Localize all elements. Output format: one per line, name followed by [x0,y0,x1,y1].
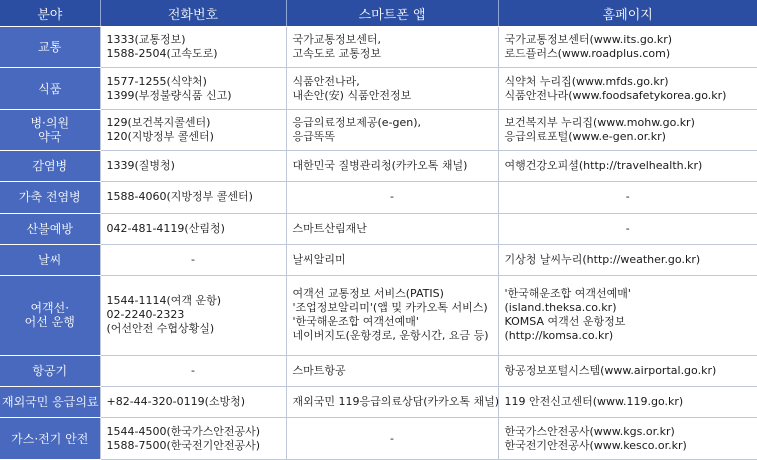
category-cell [0,387,100,418]
table-row [0,151,757,182]
phone-cell [100,213,286,244]
header-category: 분야 [0,0,100,27]
phone-text: 1577-1255(식약처) [106,74,207,88]
app-text: 여객선 교통정보 서비스(PATIS) [292,287,444,301]
table-row [0,244,757,275]
website-cell [498,27,757,68]
website-text[interactable]: 항공정보포털시스템(www.airportal.go.kr) [504,364,717,378]
app-cell [286,182,498,213]
category-text: 병·의원 [30,116,70,131]
app-cell [286,151,498,182]
phone-cell [100,182,286,213]
phone-text: 1544-1114(여객 운항) [106,294,222,308]
app-cell [286,356,498,387]
category-cell [0,275,100,356]
app-text: 응급의료정보제공(e-gen), [292,116,422,130]
phone-cell [100,244,286,275]
phone-text: 1333(교통정보) [106,33,186,47]
category-text: 식품 [38,81,62,96]
table-row [0,109,757,150]
app-text: 내손안(安) 식품안전정보 [292,88,412,102]
phone-cell [100,27,286,68]
category-cell [0,213,100,244]
website-text[interactable]: 보건복지부 누리집(www.mohw.go.kr) [504,116,695,130]
header-website: 홈페이지 [498,0,757,27]
table-row [0,356,757,387]
category-text: 어선 운행 [24,315,75,330]
phone-cell [100,68,286,109]
website-cell [498,356,757,387]
table-row [0,68,757,109]
app-cell [286,275,498,356]
table-row [0,387,757,418]
phone-text: 02-2240-2323 [106,308,185,322]
header-app: 스마트폰 앱 [286,0,498,27]
website-text[interactable]: 식품안전나라(www.foodsafetykorea.go.kr) [504,88,727,102]
website-text: - [625,221,630,235]
app-cell [286,213,498,244]
header-row [0,0,757,27]
category-text: 재외국민 응급의료 [2,395,99,410]
website-text[interactable]: KOMSA 여객선 운항정보 [504,315,626,329]
app-cell [286,244,498,275]
website-text[interactable]: (http://komsa.co.kr) [504,329,614,343]
phone-cell [100,418,286,460]
app-text: '조업정보알리미'(앱 및 카카오톡 서비스) [292,301,488,315]
category-text: 산불예방 [26,221,73,236]
phone-text: 1399(부정불량식품 신고) [106,88,232,102]
category-text: 약국 [38,130,62,145]
table-row [0,213,757,244]
website-text[interactable]: 한국전기안전공사(www.kesco.or.kr) [504,438,687,452]
website-text[interactable]: 국가교통정보센터(www.its.go.kr) [504,33,673,47]
phone-text: 1588-4060(지방정부 콜센터) [106,190,253,204]
table-row [0,182,757,213]
website-text[interactable]: '한국해운조합 여객선예매' [504,287,631,301]
phone-cell [100,151,286,182]
app-text: - [390,190,394,204]
app-text: 날씨알리미 [292,252,346,266]
app-text: '한국해운조합 여객선예매' [292,315,419,329]
app-text: - [390,431,394,445]
app-cell [286,418,498,460]
phone-cell [100,356,286,387]
website-cell [498,213,757,244]
website-text[interactable]: 식약처 누리집(www.mfds.go.kr) [504,74,669,88]
website-text: - [625,190,630,204]
phone-text: (어선안전 수협상황실) [106,322,215,336]
category-cell [0,418,100,460]
website-cell [498,109,757,150]
phone-cell [100,109,286,150]
app-cell [286,109,498,150]
phone-text: 120(지방정부 콜센터) [106,130,214,144]
category-text: 날씨 [38,252,62,267]
table-row [0,27,757,68]
category-cell [0,151,100,182]
website-text[interactable]: 기상청 날씨누리(http://weather.go.kr) [504,252,701,266]
category-cell [0,109,100,150]
phone-text: 129(보건복지콜센터) [106,116,211,130]
app-cell [286,387,498,418]
website-text[interactable]: 한국가스안전공사(www.kgs.or.kr) [504,424,675,438]
phone-cell [100,275,286,356]
app-text: 대한민국 질병관리청(카카오톡 채널) [292,159,468,173]
category-cell [0,244,100,275]
phone-text: 042-481-4119(산림청) [106,221,225,235]
phone-cell [100,387,286,418]
website-cell [498,244,757,275]
category-cell [0,68,100,109]
app-text: 국가교통정보센터, [292,33,382,47]
app-cell [286,68,498,109]
website-cell [498,151,757,182]
app-text: 네이버지도(운항경로, 운항시간, 요금 등) [292,329,489,343]
app-cell [286,27,498,68]
app-text: 식품안전나라, [292,74,360,88]
phone-text: 1588-7500(한국전기안전공사) [106,438,261,452]
header-phone: 전화번호 [100,0,286,27]
app-text: 스마트항공 [292,364,346,378]
website-text[interactable]: 응급의료포털(www.e-gen.or.kr) [504,130,666,144]
category-text: 가스·전기 안전 [11,431,89,446]
website-text[interactable]: 로드플러스(www.roadplus.com) [504,47,671,61]
category-cell [0,356,100,387]
website-cell [498,418,757,460]
category-text: 여객선· [30,301,70,316]
category-text: 항공기 [32,364,68,379]
phone-text: 1588-2504(고속도로) [106,47,218,61]
phone-text: 1339(질병청) [106,159,175,173]
phone-text: - [191,252,195,266]
category-cell [0,182,100,213]
website-cell [498,275,757,356]
app-text: 재외국민 119응급의료상담(카카오톡 채널) [292,395,500,409]
app-text: 응급똑똑 [292,130,336,144]
website-text[interactable]: 여행건강오피셜(http://travelhealth.kr) [504,159,703,173]
app-text: 스마트산림재난 [292,221,367,235]
table-row [0,418,757,460]
website-cell [498,387,757,418]
phone-text: 1544-4500(한국가스안전공사) [106,424,261,438]
website-text[interactable]: (island.theksa.co.kr) [504,301,617,315]
website-cell [498,68,757,109]
app-text: 고속도로 교통정보 [292,47,382,61]
category-text: 감염병 [32,159,68,174]
website-cell [498,182,757,213]
category-cell [0,27,100,68]
category-text: 가축 전염병 [18,190,81,205]
phone-text: - [191,364,195,378]
website-text[interactable]: 119 안전신고센터(www.119.go.kr) [504,395,684,409]
table-row [0,275,757,356]
phone-text: +82-44-320-0119(소방청) [106,395,246,409]
category-text: 교통 [38,40,62,55]
